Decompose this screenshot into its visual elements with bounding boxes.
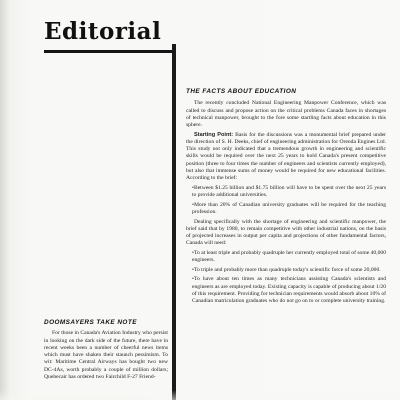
- article-paragraph: Dealing specifically with the shortage of engineering and scientific manpower, the brief said that by 1980, to remain competitive with other industrial nations, on the basis of projected increases in output per capita and projections of other fundamental factors, Canada will need:: [186, 218, 386, 247]
- article-bullet: •More than 20% of Canadian university graduates will be required for the teaching profession.: [192, 201, 386, 215]
- paragraph-lead-in: Starting Point:: [194, 131, 234, 138]
- article-paragraph: [186, 132, 386, 183]
- page-bottom-fade: [0, 390, 400, 400]
- article-bullet: •To have about ten times as many technicians assisting Canada's scientists and engineers as are employed today. Existing capacity is capable of producing about 1/20 of this requirement. Providing for technician requirements would absorb about 10% of Canadian matriculation graduates who do not go on to or complete university training.: [192, 276, 386, 305]
- page-title: Editorial: [44, 18, 162, 45]
- article-heading: DOOMSAYERS TAKE NOTE: [44, 319, 137, 326]
- article-paragraph: The recently concluded National Engineering Manpower Conference, which was called to discuss and propose action on the critical problems Canada faces in shortages of technical manpower, brought to the fore some startling facts about education in this sphere.: [186, 100, 386, 128]
- article-bullet: •Between $1.25 billion and $1.75 billion will have to be spent over the next 25 years to provide additional universities.: [192, 184, 386, 199]
- article-heading: THE FACTS ABOUT EDUCATION: [186, 88, 297, 95]
- editorial-article-doomsayers: [44, 319, 168, 381]
- column-divider: [172, 44, 176, 400]
- masthead-rule: [44, 50, 176, 53]
- article-bullet: •To triple and probably more than quadruple today's scientific force of some 20,000.: [192, 266, 381, 273]
- editorial-article-education: [186, 88, 386, 308]
- page-binding-shadow: [0, 0, 10, 400]
- article-paragraph: For those in Canada's Aviation Industry who persist in looking on the dark side of the future, there have in recent weeks been a number of cheerful news items which must have shaken their staunch pessimism. To wit: Maritime Central Airways has bought two new DC-4As, worth probably a couple of million dollars; Quebecair has ordered two Fairchild F-27 Friend-: [44, 330, 168, 380]
- paragraph-body: Basis for the discussions was a monumental brief prepared under the direction of S. H. Deeks, chief of engineering administration for Orenda Engines Ltd. This study not only indicated that a tremendous growth in engineering and scientific skills would be required over the next 25 years to hold Canada's present competitive position (three to four times the number of engineers and scientists currently employed), but also that immense sums of money would be required for new educational facilities. According to the brief:: [186, 131, 386, 182]
- article-bullet: •To at least triple and probably quadruple her currently employed total of some 40,000 engineers.: [192, 249, 386, 264]
